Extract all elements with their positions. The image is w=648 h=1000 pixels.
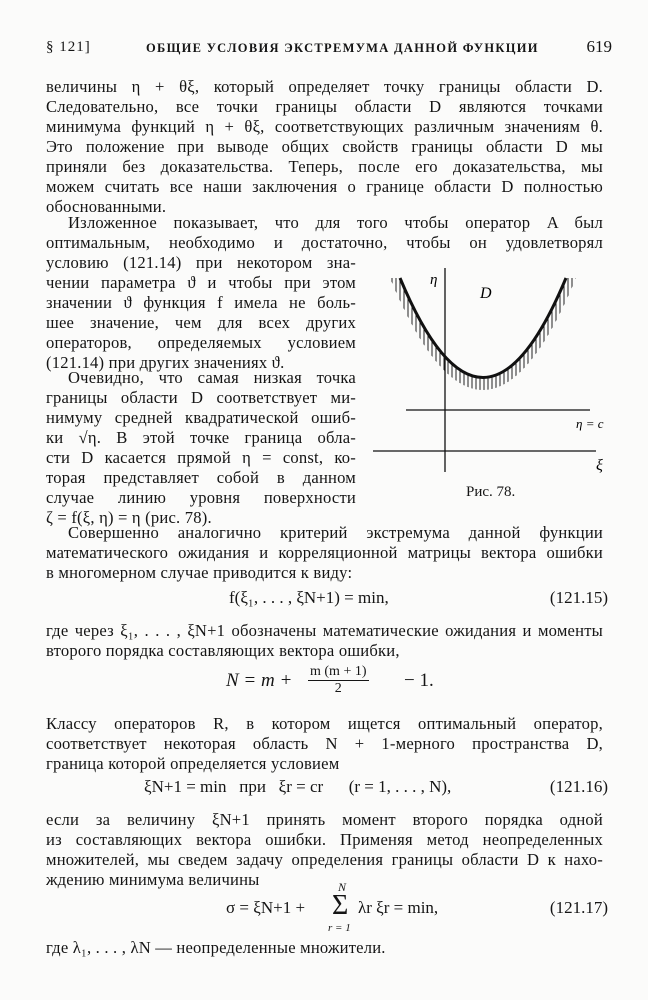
paragraph-6: [46, 714, 603, 774]
eta-axis-label: η: [430, 272, 438, 288]
text-line: ждению минимума величины: [46, 870, 260, 889]
figure-caption: Рис. 78.: [466, 484, 516, 500]
text-line: где через ξ₁, . . . , ξN+1 обозначены математические ожидания и моменты: [46, 621, 603, 640]
text-line: шее значение, чем для всех других: [46, 313, 356, 332]
equation-lhs: N = m +: [226, 670, 293, 691]
text-line: чении параметра ϑ и чтобы при этом: [46, 273, 356, 292]
text-line: ζ = f(ξ, η) = η (рис. 78).: [46, 508, 212, 527]
text-line: соответствует некоторая область N + 1-мерного пространства D,: [46, 734, 603, 753]
text-line: Совершенно аналогично критерий экстремума данной функции: [68, 523, 603, 542]
paragraph-3: [46, 368, 356, 528]
equation-121-17: [46, 880, 608, 936]
sum-upper-limit: N: [338, 880, 347, 894]
equation-rhs: λr ξr = min,: [358, 898, 439, 917]
fraction-numerator: m (m + 1): [310, 664, 367, 679]
text-line: граница которой определяется условием: [46, 754, 340, 773]
text-line: (121.14) при других значениях ϑ.: [46, 353, 285, 372]
paragraph-1: [46, 77, 603, 217]
section-number: § 121]: [46, 39, 91, 55]
text-line: Классу операторов R, в котором ищется оптимальный оператор,: [46, 714, 603, 733]
paragraph-2-narrow: [46, 253, 356, 373]
paragraph-2: [46, 213, 603, 253]
text-line: операторов, определяемых условием: [46, 333, 356, 352]
equation-number: (121.17): [549, 898, 608, 917]
text-line: значении ϑ функция f имела не боль-: [46, 293, 356, 312]
text-line: Изложенное показывает, что для того чтобы оператор A был: [68, 213, 603, 232]
running-title: ОБЩИЕ УСЛОВИЯ ЭКСТРЕМУМА ДАННОЙ ФУНКЦИИ: [146, 41, 539, 55]
sum-lower-limit: r = 1: [328, 922, 351, 934]
text-line: оптимальным, необходимо и достаточно, чтобы он удовлетворял: [46, 233, 603, 252]
text-line: сти D касается прямой η = const, ко-: [46, 448, 356, 467]
text-line: границы области D соответствует ми-: [46, 388, 356, 407]
text-line: обоснованными.: [46, 197, 167, 216]
text-line: величины η + θξ, который определяет точку границы области D.: [46, 77, 603, 96]
text-line: из составляющих вектора ошибки. Применяя метод неопределенных: [46, 830, 603, 849]
equation-body: f(ξ₁, . . . , ξN+1) = min,: [229, 588, 389, 607]
text-line: приняли без доказательства. Теперь, после его доказательства, мы: [46, 157, 603, 176]
text-line: если за величину ξN+1 принять момент второго порядка одной: [46, 810, 603, 829]
text-line: ки √η. В этой точке граница обла-: [46, 428, 356, 447]
text-line: случае линию уровня поверхности: [46, 488, 356, 507]
text-line: можем считать все наши заключения о границе области D полностью: [46, 177, 603, 196]
paragraph-5: [46, 621, 603, 661]
equation-fraction: [308, 664, 369, 697]
text-line: множителей, мы сведем задачу определения границы области D к нахо-: [46, 850, 603, 869]
equation-number: (121.16): [549, 777, 608, 796]
xi-axis-label: ξ: [596, 457, 603, 474]
text-line: Очевидно, что самая низкая точка: [68, 368, 356, 387]
text-line: второго порядка составляющих вектора ошибки,: [46, 641, 400, 660]
text-line: Это положение при выводе общих свойств границы области D мы: [46, 137, 603, 156]
equation-lhs: σ = ξN+1 +: [226, 898, 306, 917]
text-line: торая представляет собой в данном: [46, 468, 356, 487]
paragraph-7: [46, 810, 603, 890]
text-line: где λ₁, . . . , λN — неопределенные множители.: [46, 938, 386, 957]
paragraph-8: [46, 938, 603, 958]
paragraph-4: [46, 523, 603, 583]
sum-symbol: Σ: [332, 890, 349, 921]
page-number: 619: [586, 37, 612, 56]
text-line: в многомерном случае приводится к виду:: [46, 563, 353, 582]
text-line: минимума функций η + θξ, соответствующих различным значениям θ.: [46, 117, 603, 136]
text-line: условию (121.14) при некотором зна-: [46, 253, 356, 272]
line-label: η = c: [576, 416, 604, 431]
region-label: D: [480, 285, 492, 302]
text-line: Следовательно, все точки границы области D являются точками: [46, 97, 603, 116]
figure-78: [368, 262, 618, 477]
text-line: математического ожидания и корреляционной матрицы вектора ошибки: [46, 543, 603, 562]
fraction-denominator: 2: [334, 681, 342, 696]
equation-body: ξN+1 = min при ξr = cr (r = 1, . . . , N),: [144, 777, 452, 796]
equation-rhs: − 1.: [404, 670, 434, 691]
text-line: нимуму средней квадратической ошиб-: [46, 408, 356, 427]
equation-number: (121.15): [549, 588, 608, 607]
